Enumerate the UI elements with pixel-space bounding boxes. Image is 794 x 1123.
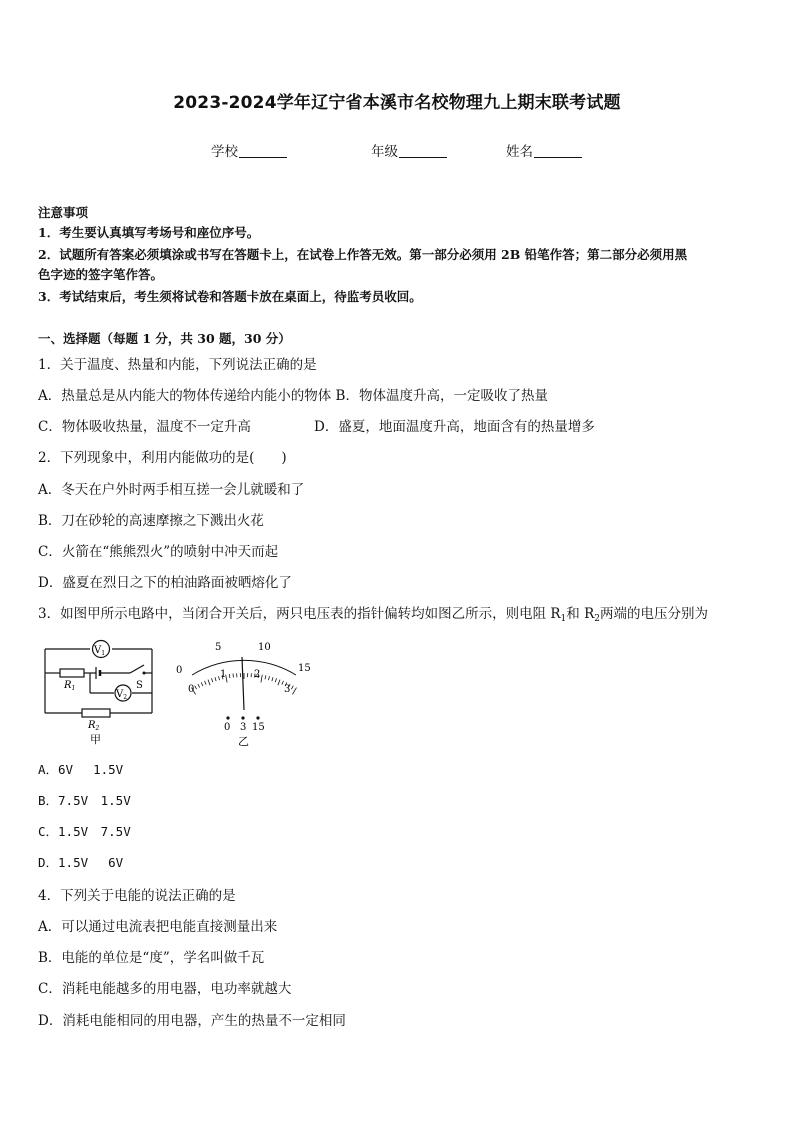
dial-tick xyxy=(212,678,213,682)
grade-label: 年级 xyxy=(371,144,398,160)
question-4-option-c: C．消耗电能越多的用电器，电功率就越大 xyxy=(38,981,292,997)
dial-tick xyxy=(195,686,197,690)
question-1-option-c: C．物体吸收热量，温度不一定升高 xyxy=(38,419,251,435)
dial-bottom-label-1: 1 xyxy=(220,669,227,680)
dial-tick xyxy=(265,675,266,679)
question-2-option-b: B．刀在砂轮的高速摩擦之下溅出火花 xyxy=(38,513,264,529)
dial-tick xyxy=(208,680,210,686)
switch-label: S xyxy=(136,680,143,691)
dial-top-label-15: 15 xyxy=(298,663,311,674)
terminal-3-dot xyxy=(241,716,244,719)
figure-yi-caption: 乙 xyxy=(238,735,249,748)
dial-top-zero: 0 xyxy=(176,665,183,676)
question-2-option-d: D．盛夏在烈日之下的柏油路面被晒熔化了 xyxy=(38,575,292,591)
terminal-3-label: 3 xyxy=(240,722,247,733)
dial-tick xyxy=(215,677,216,681)
dial-tick xyxy=(201,682,203,686)
dial-bottom-label-0: 0 xyxy=(188,684,195,695)
question-4-stem: 4．下列关于电能的说法正确的是 xyxy=(38,888,236,904)
dial-bottom-label-2: 2 xyxy=(254,669,261,680)
dial-tick xyxy=(205,681,207,685)
school-field xyxy=(211,140,287,160)
terminal-0-dot xyxy=(226,716,229,719)
dial-tick xyxy=(198,684,200,688)
name-blank xyxy=(534,144,582,158)
dial-top-label-5: 5 xyxy=(215,642,222,653)
dial-tick xyxy=(291,686,293,690)
notice-item-1: 1．考生要认真填写考场号和座位序号。 xyxy=(38,225,260,240)
question-4-option-d: D．消耗电能相同的用电器，产生的热量不一定相同 xyxy=(38,1013,346,1029)
question-1-option-d: D．盛夏，地面温度升高，地面含有的热量增多 xyxy=(314,419,595,435)
dial-tick xyxy=(261,675,262,683)
name-field xyxy=(506,140,582,160)
name-label: 姓名 xyxy=(506,144,533,160)
question-4-option-a: A．可以通过电流表把电能直接测量出来 xyxy=(38,919,278,935)
dial-tick xyxy=(269,676,270,680)
terminal-15-label: 15 xyxy=(252,722,265,733)
v2-label: $V_2$ xyxy=(116,689,128,701)
question-4-option-b: B．电能的单位是“度”，学名叫做千瓦 xyxy=(38,950,265,966)
question-3-option-d: D．1.5V 6V xyxy=(38,855,124,870)
question-2-option-c: C．火箭在“熊熊烈火”的喷射中冲天而起 xyxy=(38,544,279,560)
v1-label: $V_1$ xyxy=(94,645,106,657)
question-3-option-a: A．6V 1.5V xyxy=(38,762,124,777)
question-2-stem: 2．下列现象中，利用内能做功的是( ) xyxy=(38,450,287,466)
dial-tick xyxy=(272,677,273,681)
school-blank xyxy=(239,144,287,158)
grade-field xyxy=(371,140,447,160)
figure-jia-caption: 甲 xyxy=(90,733,101,746)
question-3-option-b: B．7.5V 1.5V xyxy=(38,793,131,808)
notice-item-3: 3．考试结束后，考生须将试卷和答题卡放在桌面上，待监考员收回。 xyxy=(38,289,422,304)
dial-tick xyxy=(292,688,296,695)
dial-tick xyxy=(229,674,230,678)
notice-item-2: 2．试题所有答案必须填涂或书写在答题卡上，在试卷上作答无效。第一部分必须用 2B 铅笔作答；第二部分必须用黑 xyxy=(38,247,688,262)
question-1-stem: 1．关于温度、热量和内能，下列说法正确的是 xyxy=(38,357,317,373)
dial-top-label-10: 10 xyxy=(258,642,271,653)
section-heading: 一、选择题（每题 1 分，共 30 题，30 分） xyxy=(38,331,291,346)
terminal-0-label: 0 xyxy=(224,722,231,733)
r1-label: $R_1$ xyxy=(64,680,76,692)
school-label: 学校 xyxy=(211,144,238,160)
question-3-stem: 3．如图甲所示电路中，当闭合开关后，两只电压表的指针偏转均如图乙所示，则电阻 $R_1$和 $R_2$两端的电压分别为 xyxy=(38,606,708,624)
notice-heading: 注意事项 xyxy=(38,205,89,220)
circuit-diagram-jia xyxy=(40,635,158,747)
question-3-option-c: C．1.5V 7.5V xyxy=(38,824,131,839)
notice-item-2-cont: 色字迹的签字笔作答。 xyxy=(38,267,164,282)
dial-bottom-label-3: 3 xyxy=(284,684,291,695)
question-2-option-a: A．冬天在户外时两手相互搓一会儿就暖和了 xyxy=(38,482,305,498)
switch-contact xyxy=(143,672,146,675)
r2-label: $R_2$ xyxy=(88,720,100,732)
voltmeter-dial-yi xyxy=(170,635,320,750)
dial-needle xyxy=(242,657,244,710)
dial-arc xyxy=(192,660,296,675)
terminal-15-dot xyxy=(256,716,259,719)
question-1-option-ab: A．热量总是从内能大的物体传递给内能小的物体 B．物体温度升高，一定吸收了热量 xyxy=(38,388,548,404)
dial-tick xyxy=(278,680,280,686)
page-title: 2023-2024学年辽宁省本溪市名校物理九上期末联考试题 xyxy=(173,93,621,113)
dial-tick xyxy=(275,678,276,682)
grade-blank xyxy=(399,144,447,158)
